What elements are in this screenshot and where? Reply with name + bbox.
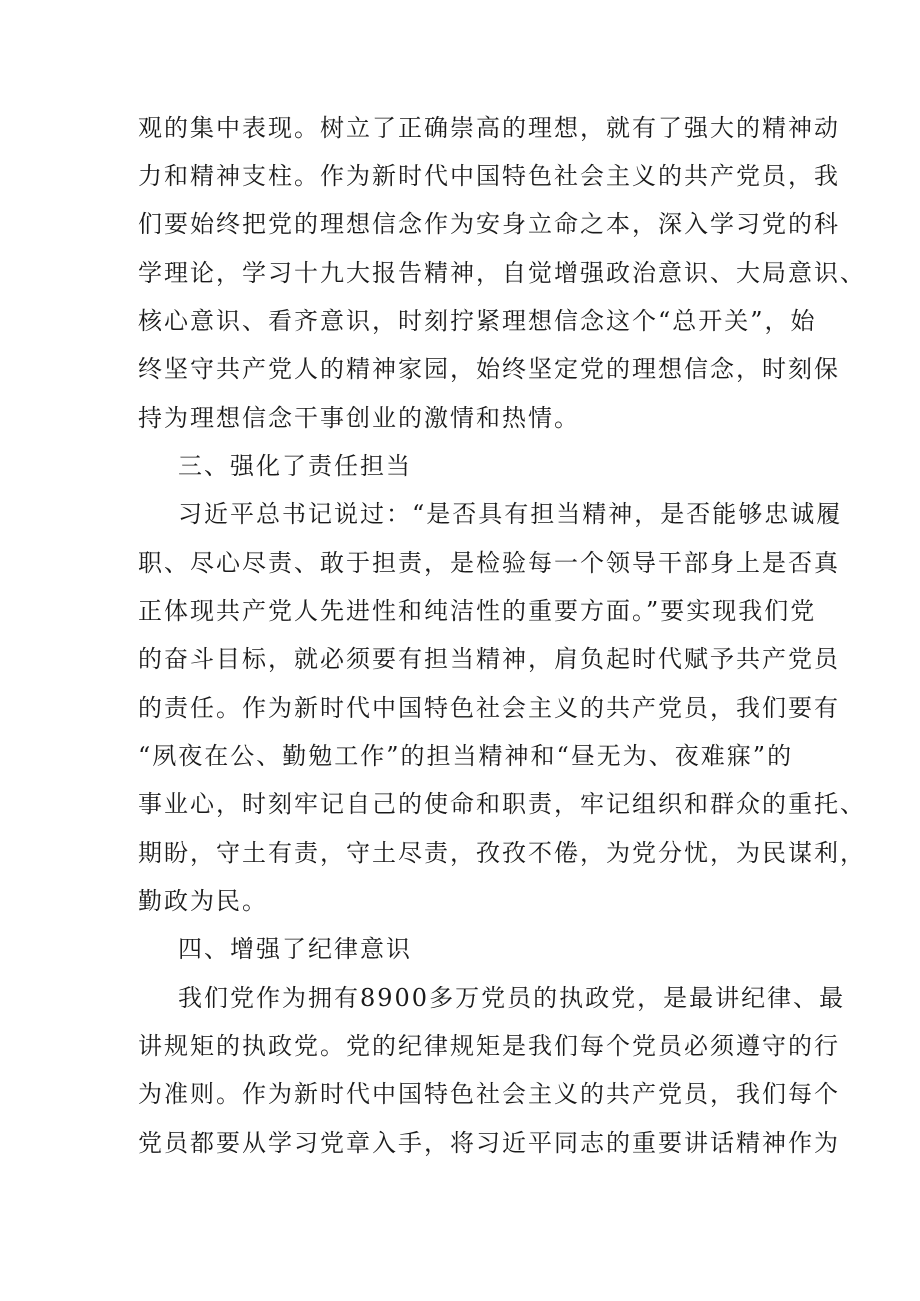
text-line: “夙夜在公、勤勉工作”的担当精神和“昼无为、夜难寐”的 <box>138 742 794 770</box>
text-line: 职、尽心尽责、敢于担责，是检验每一个领导干部身上是否真 <box>138 549 840 577</box>
text-line: 我们党作为拥有8900多万党员的执政党，是最讲纪律、最 <box>178 984 846 1012</box>
text-line: 们要始终把党的理想信念作为安身立命之本，深入学习党的科 <box>138 210 840 238</box>
text-line: 勤政为民。 <box>138 887 268 915</box>
text-line: 核心意识、看齐意识，时刻拧紧理想信念这个“总开关”，始 <box>138 307 817 335</box>
section-heading: 四、增强了纪律意识 <box>178 935 412 963</box>
text-line: 事业心，时刻牢记自己的使命和职责，牢记组织和群众的重托、 <box>138 790 866 818</box>
text-line: 党员都要从学习党章入手，将习近平同志的重要讲话精神作为 <box>138 1129 840 1157</box>
text-line: 为准则。作为新时代中国特色社会主义的共产党员，我们每个 <box>138 1080 840 1108</box>
text-line: 力和精神支柱。作为新时代中国特色社会主义的共产党员，我 <box>138 162 840 190</box>
text-line: 期盼，守土有责，守土尽责，孜孜不倦，为党分忧，为民谋利， <box>138 839 866 867</box>
text-line: 正体现共产党人先进性和纯洁性的重要方面。”要实现我们党 <box>138 597 817 625</box>
section-heading: 三、强化了责任担当 <box>178 452 412 480</box>
text-line: 的责任。作为新时代中国特色社会主义的共产党员，我们要有 <box>138 694 840 722</box>
text-line: 学理论，学习十九大报告精神，自觉增强政治意识、大局意识、 <box>138 259 866 287</box>
text-line: 终坚守共产党人的精神家园，始终坚定党的理想信念，时刻保 <box>138 355 840 383</box>
text-line: 的奋斗目标，就必须要有担当精神，肩负起时代赋予共产党员 <box>138 645 840 673</box>
text-line: 持为理想信念干事创业的激情和热情。 <box>138 404 580 432</box>
text-line: 讲规矩的执政党。党的纪律规矩是我们每个党员必须遵守的行 <box>138 1032 840 1060</box>
text-line: 习近平总书记说过：“是否具有担当精神，是否能够忠诚履 <box>178 500 843 528</box>
text-line: 观的集中表现。树立了正确崇高的理想，就有了强大的精神动 <box>138 114 840 142</box>
